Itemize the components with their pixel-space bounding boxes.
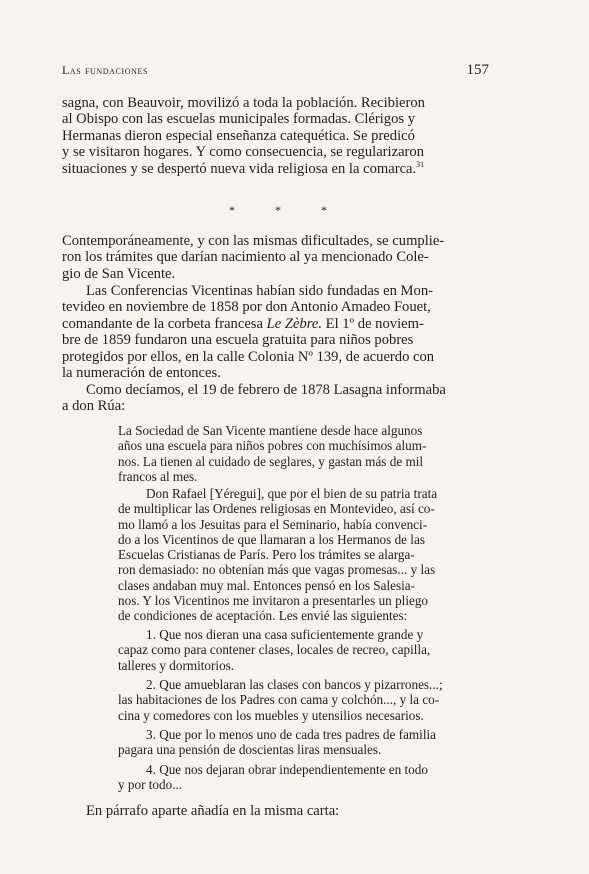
separator-asterisk: * [321,203,327,217]
paragraph-en-parrafo [62,803,494,819]
text-line: al Obispo con las escuelas municipales formadas. Clérigos y [62,111,416,128]
quote-line: clases andaban muy mal. Entonces pensó en los Salesia- [118,577,416,593]
text-line: Hermanas dieron especial enseñanza catequética. Se predicó [62,127,415,144]
quote-line: talleres y dormitorios. [118,657,235,673]
quote-line: do a los Vicentinos de que llamaran a los Hermanos de las [118,531,425,547]
text-line: y se visitaron hogares. Y como consecuencia, se regularizaron [62,144,425,161]
quote-line: ron demasiado: no obtenían más que vagas promesas... y las [118,562,436,578]
quote-line: La Sociedad de San Vicente mantiene desde hace algunos [118,423,423,438]
quote-line: francos al mes. [118,468,198,484]
running-title: Las fundaciones [62,63,149,77]
text-line: a don Rúa: [62,398,126,415]
page-number: 157 [466,62,489,78]
quote-line: capaz como para contener clases, locales de recreo, capilla, [118,642,431,658]
text-line: sagna, con Beauvoir, movilizó a toda la población. Recibieron [62,95,425,111]
quote-line: pagara una pensión de doscientas liras mensuales. [118,742,382,758]
text-segment: El 1º de noviem- [322,315,424,332]
quote-line: Escuelas Cristianas de París. Pero los trámites se alarga- [118,547,415,563]
quote-line: 1. Que nos dieran una casa suficientemente grande y [146,627,424,642]
text-line [62,161,494,177]
quote-line: y por todo... [118,777,183,793]
condition-item-1 [118,627,495,673]
quote-line: 2. Que amueblaran las clases con bancos y pizarrones...; [146,677,443,692]
condition-item-3 [118,727,495,758]
quote-line: 4. Que nos dejaran obrar independientemente en todo [146,762,428,777]
text-line: protegidos por ellos, en la calle Colonia Nº 139, de acuerdo con [62,348,435,365]
text-line-content: situaciones y se despertó nueva vida religiosa en la comarca. [62,160,417,177]
text-line: tevideo en noviembre de 1858 por don Antonio Amadeo Fouet, [62,299,431,316]
text-line: Las Conferencias Vicentinas habían sido fundadas en Mon- [86,283,433,299]
text-line: Contemporáneamente, y con las mismas dificultades, se cumplie- [62,233,445,249]
text-line: ron los trámites que darían nacimiento al ya mencionado Cole- [62,249,429,266]
quote-line: de multiplicar las Ordenes religiosas en Montevideo, así co- [118,501,435,517]
paragraph-contemporaneamente [62,233,494,282]
text-line: gio de San Vicente. [62,265,176,282]
page-header [62,62,489,79]
quote-line: nos. La tienen al cuidado de seglares, y gastan más de mil [118,453,424,469]
block-quote-1 [118,423,495,484]
text-line: Como decíamos, el 19 de febrero de 1878 Lasagna informaba [86,382,446,398]
quote-line: cina y comedores con los muebles y utensilios necesarios. [118,707,424,723]
quote-line: de condiciones de aceptación. Les envié las siguientes: [118,608,408,624]
paragraph-como-deciamos [62,382,494,415]
footnote-marker: 31 [416,159,425,169]
paragraph-conferencias [62,283,494,381]
text-line [62,316,494,332]
text-line: la numeración de entonces. [62,365,221,382]
text-line: En párrafo aparte añadía en la misma carta: [86,803,340,819]
text-segment: comandante de la corbeta francesa [62,315,267,332]
quote-line: 3. Que por lo menos uno de cada tres padres de familia [146,727,437,742]
quote-line: nos. Y los Vicentinos me invitaron a presentarles un pliego [118,593,429,609]
ship-name: Le Zèbre. [266,315,323,332]
separator-asterisk: * [229,203,235,217]
text-line: bre de 1859 fundaron una escuela gratuita para niños pobres [62,332,414,349]
separator-asterisk: * [275,203,281,217]
condition-item-4 [118,762,495,793]
block-quote-2 [118,486,495,624]
quote-line: mo llamó a los Jesuitas para el Seminario, había convenci- [118,516,428,532]
quote-line: Don Rafael [Yéregui], que por el bien de su patria trata [146,486,438,501]
quote-line: años una escuela para niños pobres con muchísimos alum- [118,438,427,454]
section-separator [62,203,494,218]
paragraph-continuation [62,95,494,177]
quote-line: las habitaciones de los Padres con cama y colchón..., y la co- [118,692,440,708]
condition-item-2 [118,677,495,723]
